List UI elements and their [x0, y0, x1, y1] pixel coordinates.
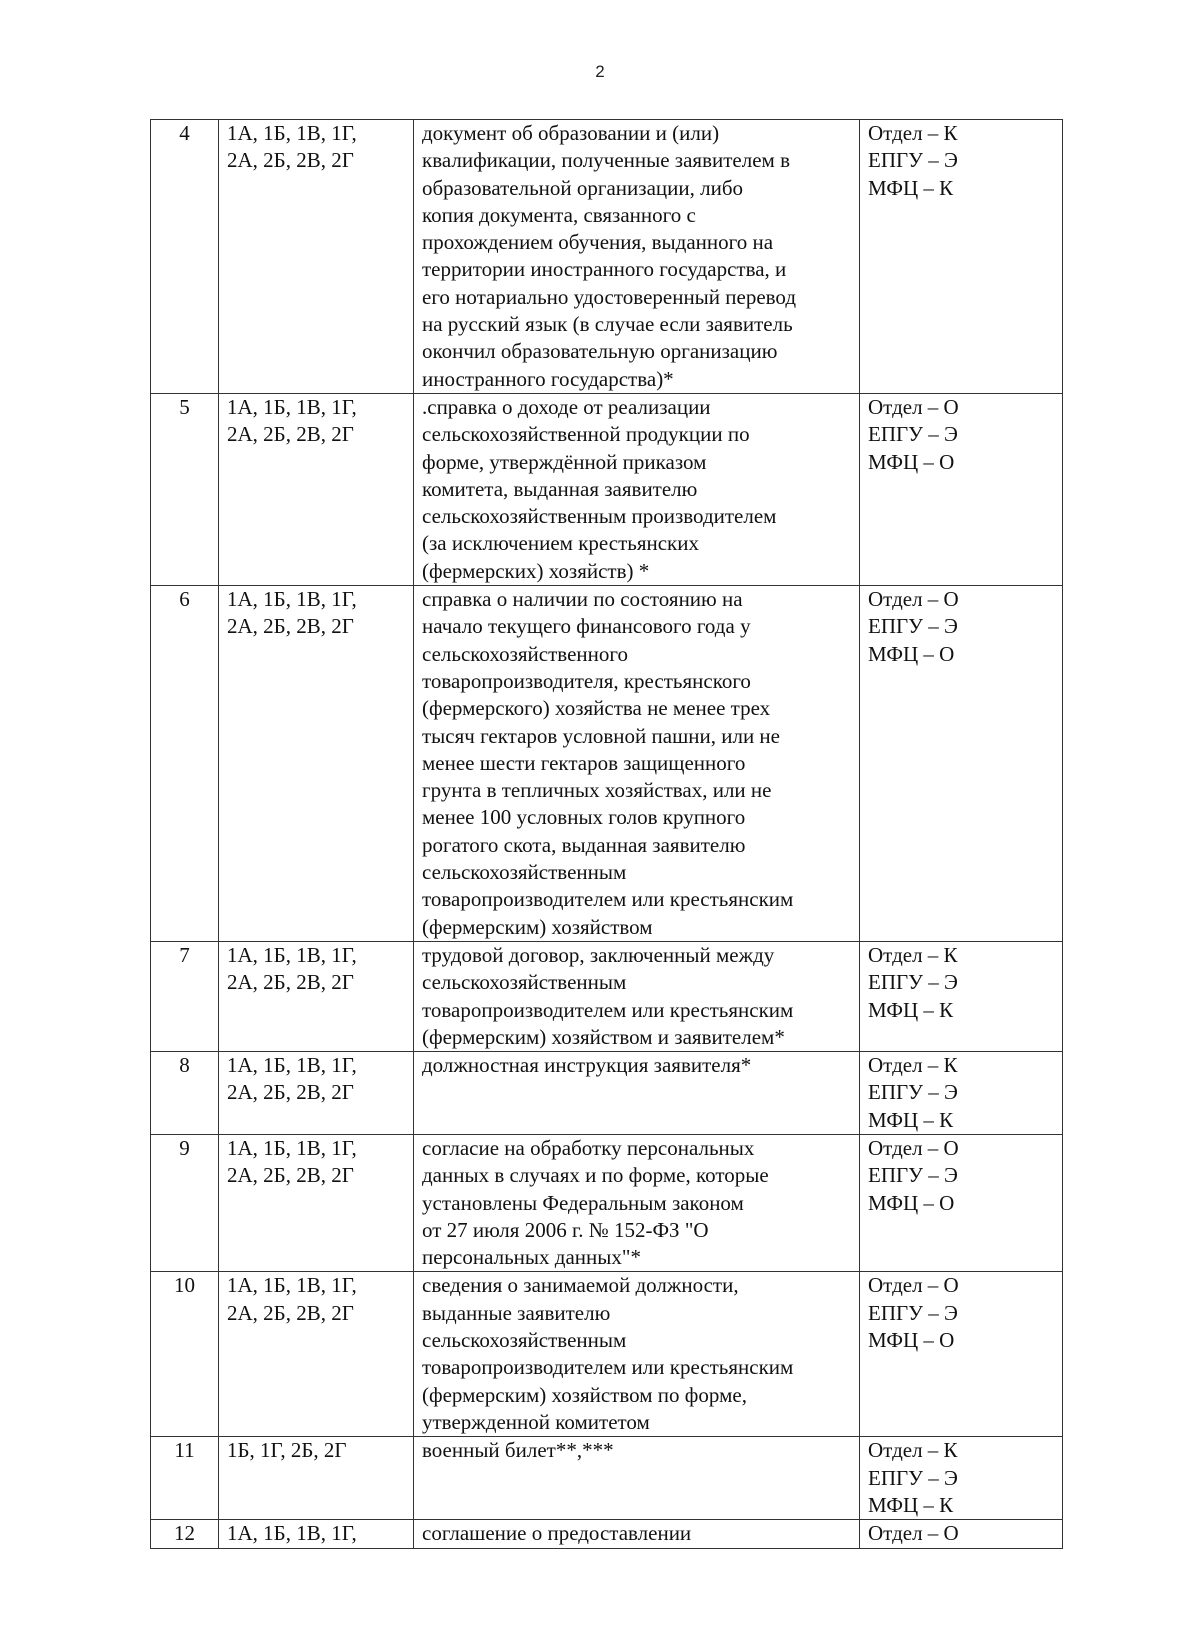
document-description-line: .справка о доходе от реализации	[422, 394, 711, 419]
table-row	[151, 1052, 1063, 1135]
row-number-cell: 5	[151, 393, 219, 585]
document-description-line: товаропроизводителем или крестьянским	[422, 1355, 794, 1380]
document-description-line: окончил образовательную организацию	[422, 339, 778, 364]
applicant-categories-cell	[219, 1134, 414, 1271]
submission-method-line: ЕПГУ – Э	[868, 1163, 958, 1188]
applicant-categories-line: 1А, 1Б, 1В, 1Г,	[227, 942, 357, 967]
applicant-categories-cell	[219, 1437, 414, 1520]
document-description-line: установлены Федеральным законом	[422, 1190, 744, 1215]
table-row	[151, 120, 1063, 394]
document-description-line: соглашение о предоставлении	[422, 1521, 692, 1546]
submission-method-cell	[860, 1437, 1063, 1520]
document-description-line: товаропроизводителем или крестьянским	[422, 997, 794, 1022]
document-description-line: должностная инструкция заявителя*	[422, 1053, 752, 1078]
table-row	[151, 941, 1063, 1051]
row-number-cell: 9	[151, 1134, 219, 1271]
applicant-categories-cell	[219, 941, 414, 1051]
document-description-line: менее шести гектаров защищенного	[422, 750, 746, 775]
submission-method-cell	[860, 586, 1063, 942]
submission-method-line: МФЦ – К	[868, 1492, 954, 1517]
document-description-cell	[414, 941, 860, 1051]
applicant-categories-cell	[219, 1052, 414, 1135]
document-description-line: товаропроизводителя, крестьянского	[422, 668, 751, 693]
document-description-line: прохождением обучения, выданного на	[422, 230, 774, 255]
table-row	[151, 1437, 1063, 1520]
applicant-categories-cell	[219, 1272, 414, 1437]
applicant-categories-cell	[219, 586, 414, 942]
row-number-cell: 12	[151, 1520, 219, 1548]
document-description-line: трудовой договор, заключенный между	[422, 942, 775, 967]
applicant-categories-cell	[219, 120, 414, 394]
document-description-line: (за исключением крестьянских	[422, 531, 699, 556]
submission-method-line: МФЦ – О	[868, 1190, 955, 1215]
document-description-line: справка о наличии по состоянию на	[422, 587, 743, 612]
document-description-line: форме, утверждённой приказом	[422, 449, 707, 474]
document-description-line: (фермерского) хозяйства не менее трех	[422, 696, 771, 721]
submission-method-line: ЕПГУ – Э	[868, 1080, 958, 1105]
table-row	[151, 586, 1063, 942]
document-description-line: (фермерских) хозяйств) *	[422, 558, 650, 583]
document-description-line: согласие на обработку персональных	[422, 1135, 755, 1160]
document-description-line: сельскохозяйственным	[422, 970, 627, 995]
document-description-line: персональных данных"*	[422, 1245, 641, 1270]
document-description-line: (фермерским) хозяйством	[422, 914, 653, 939]
submission-method-line: Отдел – О	[868, 1273, 959, 1298]
submission-method-line: ЕПГУ – Э	[868, 148, 958, 173]
row-number-cell: 7	[151, 941, 219, 1051]
applicant-categories-line: 2А, 2Б, 2В, 2Г	[227, 1300, 354, 1325]
submission-method-line: МФЦ – К	[868, 1107, 954, 1132]
document-description-cell	[414, 1134, 860, 1271]
submission-method-line: Отдел – О	[868, 1135, 959, 1160]
applicant-categories-line: 1А, 1Б, 1В, 1Г,	[227, 394, 357, 419]
document-description-cell	[414, 1272, 860, 1437]
document-description-cell	[414, 1052, 860, 1135]
submission-method-line: МФЦ – О	[868, 449, 955, 474]
applicant-categories-cell	[219, 1520, 414, 1548]
document-description-line: рогатого скота, выданная заявителю	[422, 832, 746, 857]
page-number: 2	[595, 62, 605, 81]
document-description-line: начало текущего финансового года у	[422, 614, 751, 639]
table-row	[151, 1134, 1063, 1271]
applicant-categories-line: 1А, 1Б, 1В, 1Г,	[227, 1521, 357, 1546]
submission-method-cell	[860, 1134, 1063, 1271]
document-description-line: комитета, выданная заявителю	[422, 476, 698, 501]
document-description-line: сельскохозяйственным	[422, 1328, 627, 1353]
table-row	[151, 1520, 1063, 1548]
document-description-line: территории иностранного государства, и	[422, 257, 787, 282]
submission-method-cell	[860, 393, 1063, 585]
submission-method-line: ЕПГУ – Э	[868, 1465, 958, 1490]
submission-method-line: Отдел – О	[868, 1521, 959, 1546]
document-description-cell	[414, 393, 860, 585]
submission-method-line: ЕПГУ – Э	[868, 422, 958, 447]
submission-method-cell	[860, 1272, 1063, 1437]
applicant-categories-line: 1А, 1Б, 1В, 1Г,	[227, 1053, 357, 1078]
submission-method-line: ЕПГУ – Э	[868, 1300, 958, 1325]
applicant-categories-line: 2А, 2Б, 2В, 2Г	[227, 422, 354, 447]
applicant-categories-line: 2А, 2Б, 2В, 2Г	[227, 148, 354, 173]
submission-method-line: Отдел – К	[868, 121, 958, 145]
document-description-line: квалификации, полученные заявителем в	[422, 148, 790, 173]
document-description-line: копия документа, связанного с	[422, 202, 696, 227]
applicant-categories-line: 1А, 1Б, 1В, 1Г,	[227, 121, 357, 145]
document-description-line: тысяч гектаров условной пашни, или не	[422, 723, 780, 748]
applicant-categories-line: 1А, 1Б, 1В, 1Г,	[227, 1135, 357, 1160]
documents-table-body	[151, 120, 1063, 1549]
document-description-line: сельскохозяйственным	[422, 860, 627, 885]
submission-method-line: ЕПГУ – Э	[868, 614, 958, 639]
submission-method-line: МФЦ – О	[868, 1328, 955, 1353]
applicant-categories-line: 2А, 2Б, 2В, 2Г	[227, 970, 354, 995]
document-description-line: грунта в тепличных хозяйствах, или не	[422, 778, 772, 803]
submission-method-line: ЕПГУ – Э	[868, 970, 958, 995]
submission-method-line: МФЦ – К	[868, 175, 954, 200]
document-description-line: сельскохозяйственного	[422, 641, 628, 666]
document-description-line: (фермерским) хозяйством и заявителем*	[422, 1024, 785, 1049]
document-description-line: утвержденной комитетом	[422, 1409, 650, 1434]
document-description-line: менее 100 условных голов крупного	[422, 805, 746, 830]
applicant-categories-line: 2А, 2Б, 2В, 2Г	[227, 1080, 354, 1105]
document-description-line: товаропроизводителем или крестьянским	[422, 887, 794, 912]
submission-method-line: МФЦ – О	[868, 641, 955, 666]
row-number-cell: 8	[151, 1052, 219, 1135]
applicant-categories-line: 1А, 1Б, 1В, 1Г,	[227, 587, 357, 612]
document-description-line: документ об образовании и (или)	[422, 121, 720, 145]
document-description-line: данных в случаях и по форме, которые	[422, 1163, 769, 1188]
applicant-categories-cell	[219, 393, 414, 585]
row-number-cell: 10	[151, 1272, 219, 1437]
document-description-line: военный билет**,***	[422, 1438, 614, 1463]
document-description-line: образовательной организации, либо	[422, 175, 744, 200]
table-row	[151, 393, 1063, 585]
submission-method-cell	[860, 1052, 1063, 1135]
document-description-line: выданные заявителю	[422, 1300, 611, 1325]
document-description-cell	[414, 586, 860, 942]
document-description-line: (фермерским) хозяйством по форме,	[422, 1382, 747, 1407]
submission-method-line: Отдел – О	[868, 394, 959, 419]
document-description-line: сельскохозяйственной продукции по	[422, 422, 750, 447]
document-description-line: на русский язык (в случае если заявитель	[422, 312, 793, 337]
document-description-cell	[414, 120, 860, 394]
document-description-line: от 27 июля 2006 г. № 152-ФЗ "О	[422, 1217, 709, 1242]
document-description-line: сведения о занимаемой должности,	[422, 1273, 739, 1298]
submission-method-line: Отдел – О	[868, 587, 959, 612]
document-description-cell	[414, 1520, 860, 1548]
table-row	[151, 1272, 1063, 1437]
submission-method-cell	[860, 941, 1063, 1051]
applicant-categories-line: 2А, 2Б, 2В, 2Г	[227, 1163, 354, 1188]
applicant-categories-line: 1Б, 1Г, 2Б, 2Г	[227, 1438, 347, 1463]
document-description-line: сельскохозяйственным производителем	[422, 504, 777, 529]
applicant-categories-line: 2А, 2Б, 2В, 2Г	[227, 614, 354, 639]
submission-method-cell	[860, 120, 1063, 394]
document-description-line: его нотариально удостоверенный перевод	[422, 284, 797, 309]
submission-method-line: МФЦ – К	[868, 997, 954, 1022]
documents-table	[150, 119, 1063, 1549]
row-number-cell: 4	[151, 120, 219, 394]
document-description-cell	[414, 1437, 860, 1520]
submission-method-line: Отдел – К	[868, 1053, 958, 1078]
applicant-categories-line: 1А, 1Б, 1В, 1Г,	[227, 1273, 357, 1298]
submission-method-line: Отдел – К	[868, 942, 958, 967]
row-number-cell: 6	[151, 586, 219, 942]
submission-method-line: Отдел – К	[868, 1438, 958, 1463]
submission-method-cell	[860, 1520, 1063, 1548]
document-description-line: иностранного государства)*	[422, 366, 674, 391]
row-number-cell: 11	[151, 1437, 219, 1520]
